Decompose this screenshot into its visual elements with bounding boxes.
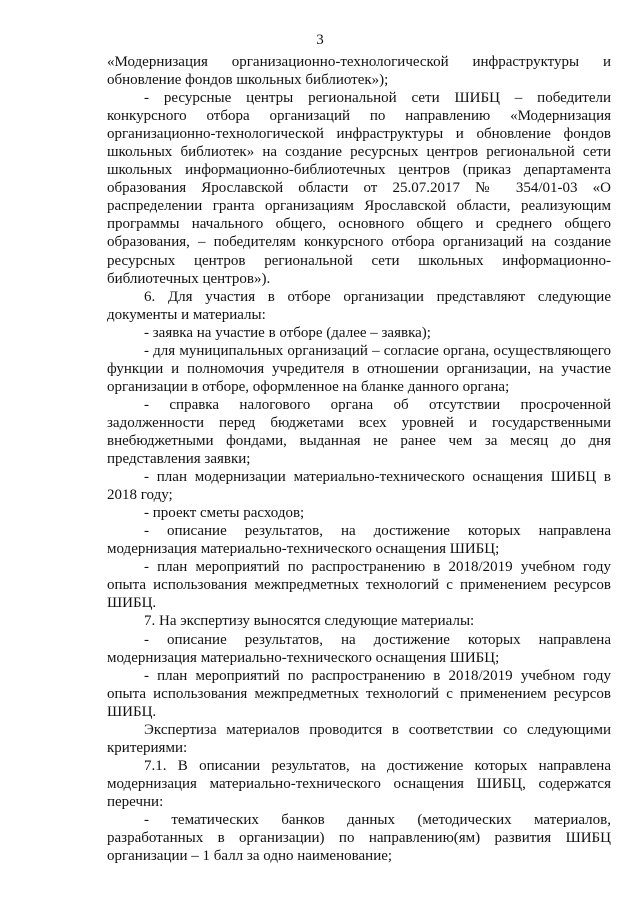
- paragraph-item-7: 7. На экспертизу выносятся следующие материалы:: [144, 613, 475, 630]
- list-item-cost-estimate: - проект сметы расходов;: [144, 505, 305, 522]
- list-item-tax-certificate: - справка налогового органа об отсутствии просроченной задолженности перед бюджетами всех уровней и государственными внебюджетными фондами, выданная не ранее чем за месяц до дня представления заявки;: [107, 396, 611, 468]
- paragraph-item-7-1: 7.1. В описании результатов, на достижение которых направлена модернизация материально-технического оснащения ШИБЦ, содержатся перечни:: [107, 757, 611, 810]
- list-item-results-description-expertise: - описание результатов, на достижение которых направлена модернизация материально-технического оснащения ШИБЦ;: [107, 631, 611, 666]
- paragraph-project-title-end: «Модернизация организационно-технологической инфраструктуры и обновление фондов школьных библиотек»);: [107, 54, 611, 89]
- paragraph-expertise-criteria: Экспертиза материалов проводится в соответствии со следующими критериями:: [107, 721, 611, 756]
- paragraph-item-6: 6. Для участия в отборе организации представляют следующие документы и материалы:: [107, 288, 611, 323]
- list-item-application: - заявка на участие в отборе (далее – заявка);: [144, 324, 431, 341]
- page-number: 3: [316, 32, 324, 48]
- list-item-results-description: - описание результатов, на достижение которых направлена модернизация материально-технического оснащения ШИБЦ;: [107, 523, 611, 558]
- paragraph-resource-centers: - ресурсные центры региональной сети ШИБЦ – победители конкурсного отбора организаций по направлению «Модернизация организационно-технологической инфраструктуры и обновление фондов школьных библиотек» на создание ресурсных центров региональной сети школьных информационно-библиотечных центров (приказ департамента образования Ярославской области от 25.07.2017 № 354/01-03 «О распределении гранта организациям Ярославской области, реализующим программы начального общего, основного общего и среднего общего образования, – победителям конкурсного отбора организаций на создание ресурсных центров региональной сети школьных информационно-библиотечных центров»).: [107, 90, 611, 287]
- list-item-thematic-databanks: - тематических банков данных (методических материалов, разработанных в организации) по направлению(ям) развития ШИБЦ организации – 1 балл за одно наименование;: [107, 811, 611, 865]
- list-item-modernization-plan: - план модернизации материально-технического оснащения ШИБЦ в 2018 году;: [107, 469, 611, 504]
- list-item-dissemination-plan-expertise: - план мероприятий по распространению в 2018/2019 учебном году опыта использования межпредметных технологий с применением ресурсов ШИБЦ.: [107, 667, 611, 720]
- list-item-dissemination-plan: - план мероприятий по распространению в 2018/2019 учебном году опыта использования межпредметных технологий с применением ресурсов ШИБЦ.: [107, 559, 611, 612]
- list-item-founder-consent: - для муниципальных организаций – согласие органа, осуществляющего функции и полномочия учредителя в отношении организации, на участие организации в отборе, оформленное на бланке данного органа;: [107, 342, 611, 395]
- document-body: [107, 53, 611, 865]
